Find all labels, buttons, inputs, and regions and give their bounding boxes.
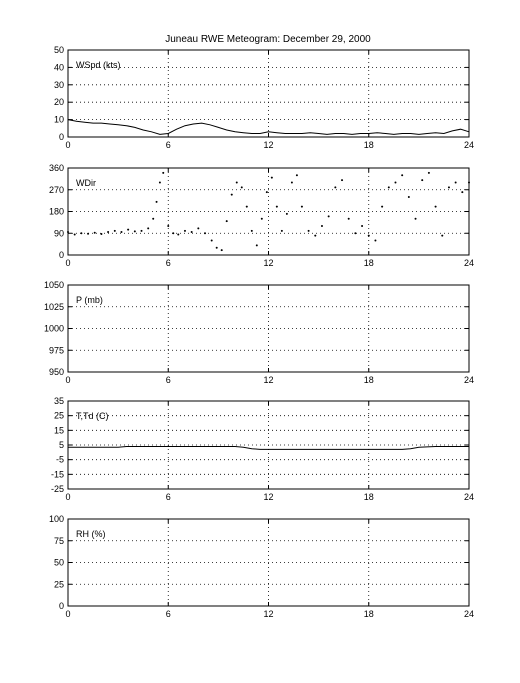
data-point: [394, 182, 396, 184]
data-point: [415, 218, 417, 220]
panel-1: [54, 45, 474, 150]
x-tick-label: 12: [263, 492, 274, 502]
data-point: [361, 225, 363, 227]
data-point: [114, 230, 116, 232]
x-tick-label: 12: [263, 609, 274, 619]
data-point: [408, 196, 410, 198]
data-point: [296, 174, 298, 176]
y-tick-label: 35: [53, 396, 64, 406]
y-tick-label: 25: [53, 579, 64, 590]
data-point: [301, 206, 303, 208]
y-tick-label: 1025: [43, 301, 64, 312]
x-tick-label: 6: [165, 140, 171, 150]
data-point: [421, 179, 423, 181]
data-point: [241, 186, 243, 188]
x-tick-label: 6: [165, 375, 171, 385]
data-point: [226, 220, 228, 222]
data-point: [251, 230, 253, 232]
y-tick-label: 50: [53, 557, 64, 568]
y-tick-label: 5: [58, 440, 64, 450]
panels-container: [44, 45, 474, 619]
data-point: [291, 182, 293, 184]
data-point: [388, 186, 390, 188]
x-tick-label: 6: [165, 609, 171, 619]
y-tick-label: 950: [48, 367, 64, 377]
plot-frame: [68, 50, 469, 137]
y-tick-label: 40: [53, 62, 64, 73]
data-point: [159, 182, 161, 184]
data-point: [236, 182, 238, 184]
data-point: [216, 247, 218, 249]
data-point: [441, 235, 443, 237]
data-point: [261, 218, 263, 220]
data-point: [147, 227, 149, 229]
y-tick-label: 20: [53, 97, 64, 108]
data-point: [221, 249, 223, 251]
x-tick-label: 12: [263, 140, 274, 150]
x-tick-label: 12: [263, 375, 274, 385]
data-point: [197, 227, 199, 229]
y-tick-label: 180: [48, 206, 64, 217]
figure-title: Juneau RWE Meteogram: December 29, 2000: [165, 34, 371, 45]
y-tick-label: 30: [53, 79, 64, 90]
data-point: [141, 230, 143, 232]
x-tick-label: 18: [363, 258, 374, 268]
x-tick-label: 18: [363, 609, 374, 619]
data-point: [348, 218, 350, 220]
data-point: [435, 206, 437, 208]
y-tick-label: 270: [48, 184, 64, 195]
data-point: [468, 182, 470, 184]
panel-label: WDir: [76, 178, 96, 188]
data-point: [211, 240, 213, 242]
data-point: [162, 172, 164, 174]
y-tick-label: 25: [53, 410, 64, 421]
data-point: [368, 235, 370, 237]
data-point: [87, 233, 89, 235]
y-tick-label: 360: [48, 163, 64, 173]
y-tick-label: 975: [48, 345, 64, 356]
panel-label: RH (%): [76, 529, 106, 539]
y-tick-label: 1050: [43, 280, 64, 290]
data-point: [266, 191, 268, 193]
y-tick-label: 0: [58, 601, 64, 611]
x-tick-label: 24: [463, 140, 475, 150]
data-point: [341, 179, 343, 181]
x-tick-label: 0: [65, 492, 71, 502]
data-point: [256, 244, 258, 246]
y-tick-label: 1000: [43, 323, 64, 334]
data-point: [177, 233, 179, 235]
y-tick-label: -5: [55, 454, 64, 465]
x-tick-label: 6: [165, 258, 171, 268]
data-point: [134, 230, 136, 232]
panel-3: [44, 280, 474, 385]
y-tick-label: 50: [53, 45, 64, 55]
data-point: [152, 218, 154, 220]
data-point: [286, 213, 288, 215]
series-line: [68, 447, 469, 450]
x-tick-label: 0: [65, 140, 71, 150]
y-tick-label: 10: [53, 114, 64, 125]
x-tick-label: 24: [463, 492, 475, 502]
panel-label: P (mb): [76, 295, 103, 305]
data-point: [276, 206, 278, 208]
x-tick-label: 18: [363, 140, 374, 150]
data-point: [455, 182, 457, 184]
x-tick-label: 24: [463, 609, 475, 619]
data-point: [120, 231, 122, 233]
data-point: [461, 191, 463, 193]
data-point: [231, 194, 233, 196]
data-point: [401, 174, 403, 176]
data-point: [94, 232, 96, 234]
data-point: [67, 231, 69, 233]
data-point: [334, 186, 336, 188]
x-tick-label: 18: [363, 375, 374, 385]
data-point: [428, 172, 430, 174]
y-tick-label: 75: [53, 535, 64, 546]
data-point: [308, 230, 310, 232]
data-point: [80, 232, 82, 234]
y-tick-label: 100: [48, 514, 64, 524]
data-point: [204, 232, 206, 234]
y-tick-label: 0: [58, 132, 64, 142]
y-tick-label: 90: [53, 228, 64, 239]
x-tick-label: 0: [65, 375, 71, 385]
x-tick-label: 6: [165, 492, 171, 502]
panel-2: [49, 163, 474, 268]
panel-label: WSpd (kts): [76, 60, 121, 70]
data-point: [374, 240, 376, 242]
data-point: [191, 231, 193, 233]
x-tick-label: 24: [463, 258, 475, 268]
data-point: [328, 215, 330, 217]
y-tick-label: 15: [53, 425, 64, 436]
data-point: [448, 186, 450, 188]
panel-5: [49, 514, 474, 619]
data-point: [167, 225, 169, 227]
data-point: [127, 229, 129, 231]
data-point: [100, 233, 102, 235]
data-point: [354, 232, 356, 234]
x-tick-label: 12: [263, 258, 274, 268]
x-tick-label: 18: [363, 492, 374, 502]
data-point: [281, 230, 283, 232]
y-tick-label: -15: [50, 469, 64, 480]
data-point: [314, 235, 316, 237]
data-point: [321, 225, 323, 227]
data-point: [156, 201, 158, 203]
data-point: [172, 232, 174, 234]
panel-4: [51, 396, 474, 502]
data-point: [74, 233, 76, 235]
data-point: [381, 206, 383, 208]
panel-label: T,Td (C): [76, 411, 109, 421]
y-tick-label: -25: [50, 484, 64, 494]
y-tick-label: 0: [58, 250, 64, 260]
data-point: [107, 231, 109, 233]
data-point: [271, 177, 273, 179]
data-point: [246, 206, 248, 208]
x-tick-label: 24: [463, 375, 475, 385]
x-tick-label: 0: [65, 258, 71, 268]
x-tick-label: 0: [65, 609, 71, 619]
data-point: [184, 230, 186, 232]
